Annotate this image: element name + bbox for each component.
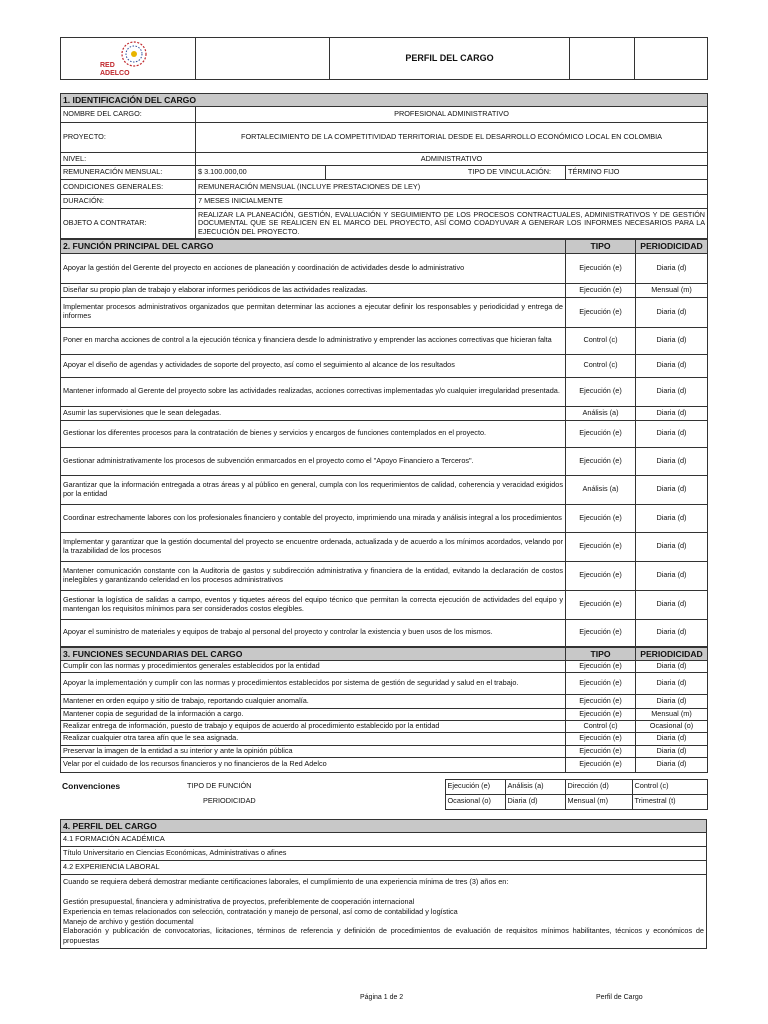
main-function-tipo: Ejecución (e) bbox=[566, 561, 636, 590]
main-function-periodicidad: Diaria (d) bbox=[636, 532, 708, 561]
conv-per-1: Diaria (d) bbox=[505, 794, 565, 809]
secondary-function-row bbox=[61, 672, 708, 694]
proyecto-value: FORTALECIMIENTO DE LA COMPETITIVIDAD TERRITORIAL DESDE EL DESARROLLO ECONÓMICO LOCAL EN COLOMBIA bbox=[196, 123, 708, 153]
secondary-functions-table bbox=[60, 647, 708, 773]
main-function-periodicidad: Diaria (d) bbox=[636, 590, 708, 619]
logo-text-adelco: ADELCO bbox=[100, 69, 130, 77]
nombre-label: NOMBRE DEL CARGO: bbox=[61, 107, 196, 123]
main-function-row bbox=[61, 253, 708, 283]
main-function-tipo: Ejecución (e) bbox=[566, 504, 636, 532]
secondary-function-tipo: Ejecución (e) bbox=[566, 660, 636, 672]
header-empty-cell bbox=[196, 38, 330, 80]
conv-tipo-3: Control (c) bbox=[632, 779, 707, 794]
red-adelco-logo bbox=[98, 40, 158, 78]
duracion-value: 7 MESES INICIALMENTE bbox=[196, 195, 708, 209]
main-function-row bbox=[61, 406, 708, 420]
page-number: Página 1 de 2 bbox=[360, 994, 404, 1001]
main-functions-table bbox=[60, 239, 708, 646]
nombre-value: PROFESIONAL ADMINISTRATIVO bbox=[196, 107, 708, 123]
header-table bbox=[60, 37, 708, 80]
convenciones-title: Convenciones bbox=[62, 781, 121, 792]
experiencia-item: Gestión presupuestal, financiera y administrativa de proyectos, preferiblemente de cooperación internacional bbox=[63, 896, 415, 906]
main-function-description: Gestionar administrativamente los procesos de subvención enmarcados en el proyecto como el "Apoyo Financiero a Terceros". bbox=[61, 447, 566, 475]
main-function-description: Apoyar el diseño de agendas y actividades de soporte del proyecto, así como el seguimiento al alcance de los resultados bbox=[61, 354, 566, 377]
experiencia-item: Experiencia en temas relacionados con selección, contratación y manejo de personal, así como de contabilidad y logística bbox=[63, 906, 458, 916]
main-function-row bbox=[61, 561, 708, 590]
main-function-row bbox=[61, 283, 708, 297]
main-function-periodicidad: Diaria (d) bbox=[636, 406, 708, 420]
secondary-function-tipo: Ejecución (e) bbox=[566, 745, 636, 757]
nivel-value: ADMINISTRATIVO bbox=[196, 153, 708, 166]
secondary-function-description: Apoyar la implementación y cumplir con las normas y procedimientos establecidos por sistema de gestión de seguridad y salud en el trabajo. bbox=[61, 672, 566, 694]
profile-table bbox=[60, 819, 707, 949]
main-function-row bbox=[61, 532, 708, 561]
main-function-periodicidad: Diaria (d) bbox=[636, 354, 708, 377]
main-function-tipo: Ejecución (e) bbox=[566, 297, 636, 327]
main-function-tipo: Análisis (a) bbox=[566, 475, 636, 504]
main-function-description: Garantizar que la información entregada a otras áreas y al público en general, cumpla con los requerimientos de calidad, coherencia y veracidad exigidos por la entidad bbox=[61, 475, 566, 504]
secondary-function-row bbox=[61, 732, 708, 745]
main-function-description: Poner en marcha acciones de control a la ejecución técnica y financiera desde lo administrativo y emprender las acciones correctivas que hicieran falta bbox=[61, 327, 566, 354]
section-3-col-periodicidad: PERIODICIDAD bbox=[636, 647, 708, 660]
secondary-function-tipo: Control (c) bbox=[566, 720, 636, 732]
main-function-tipo: Ejecución (e) bbox=[566, 532, 636, 561]
conv-tipo-1: Análisis (a) bbox=[505, 779, 565, 794]
conv-tipo-0: Ejecución (e) bbox=[445, 779, 505, 794]
main-function-row bbox=[61, 447, 708, 475]
main-function-row bbox=[61, 420, 708, 447]
main-function-periodicidad: Diaria (d) bbox=[636, 297, 708, 327]
secondary-function-row bbox=[61, 708, 708, 720]
secondary-function-description: Mantener copia de seguridad de la información a cargo. bbox=[61, 708, 566, 720]
main-function-description: Apoyar la gestión del Gerente del proyecto en acciones de planeación y coordinación de actividades desde lo administrativo bbox=[61, 253, 566, 283]
main-function-row bbox=[61, 590, 708, 619]
secondary-function-tipo: Ejecución (e) bbox=[566, 672, 636, 694]
main-function-tipo: Ejecución (e) bbox=[566, 590, 636, 619]
main-function-row bbox=[61, 297, 708, 327]
secondary-function-tipo: Ejecución (e) bbox=[566, 694, 636, 708]
experiencia-item: Manejo de archivo y gestión documental bbox=[63, 916, 194, 926]
secondary-function-tipo: Ejecución (e) bbox=[566, 708, 636, 720]
main-function-periodicidad: Diaria (d) bbox=[636, 377, 708, 406]
main-function-row bbox=[61, 475, 708, 504]
section-2-title: 2. FUNCIÓN PRINCIPAL DEL CARGO bbox=[61, 240, 566, 253]
main-function-periodicidad: Diaria (d) bbox=[636, 561, 708, 590]
main-function-description: Coordinar estrechamente labores con los profesionales financiero y contable del proyecto, imprimiendo una mirada y análisis integral a los procedimientos bbox=[61, 504, 566, 532]
main-function-tipo: Ejecución (e) bbox=[566, 619, 636, 646]
page-title: PERFIL DEL CARGO bbox=[330, 38, 570, 80]
secondary-function-row bbox=[61, 745, 708, 757]
conventions-table bbox=[60, 779, 708, 810]
experiencia-title: 4.2 EXPERIENCIA LABORAL bbox=[61, 861, 707, 875]
experiencia-body bbox=[61, 875, 707, 949]
vinculacion-value: TÉRMINO FIJO bbox=[566, 166, 708, 180]
secondary-function-description: Mantener en orden equipo y sitio de trabajo, reportando cualquier anomalía. bbox=[61, 694, 566, 708]
main-function-periodicidad: Diaria (d) bbox=[636, 253, 708, 283]
nivel-label: NIVEL: bbox=[61, 153, 196, 166]
secondary-function-description: Realizar cualquier otra tarea afín que le sea asignada. bbox=[61, 732, 566, 745]
main-function-description: Mantener comunicación constante con la Auditoria de gastos y subdirección administrativa y financiera de la entidad, evitando la declaración de costos inelegibles y garantizando celeridad en los procesos administrativos bbox=[61, 561, 566, 590]
objeto-label: OBJETO A CONTRATAR: bbox=[61, 209, 196, 239]
secondary-function-periodicidad: Diaria (d) bbox=[636, 672, 708, 694]
main-function-description: Implementar procesos administrativos organizados que permitan determinar las acciones a ejecutar definir los responsables y periodicidad y entrega de informes bbox=[61, 297, 566, 327]
main-function-tipo: Ejecución (e) bbox=[566, 283, 636, 297]
conv-per-2: Mensual (m) bbox=[565, 794, 632, 809]
secondary-function-row bbox=[61, 720, 708, 732]
main-function-tipo: Ejecución (e) bbox=[566, 377, 636, 406]
main-function-periodicidad: Diaria (d) bbox=[636, 475, 708, 504]
main-function-tipo: Control (c) bbox=[566, 327, 636, 354]
conv-per-0: Ocasional (o) bbox=[445, 794, 505, 809]
main-function-tipo: Ejecución (e) bbox=[566, 420, 636, 447]
duracion-label: DURACIÓN: bbox=[61, 195, 196, 209]
identification-table bbox=[60, 93, 708, 239]
main-function-description: Gestionar la logística de salidas a campo, eventos y tiquetes aéreos del equipo técnico que permitan la correcta ejecución de actividades del equipo y mantengan los requisitos mínimos para ser considerados costos elegibles. bbox=[61, 590, 566, 619]
secondary-function-periodicidad: Diaria (d) bbox=[636, 732, 708, 745]
remuneracion-label: REMUNERACIÓN MENSUAL: bbox=[61, 166, 196, 180]
section-2-col-tipo: TIPO bbox=[566, 240, 636, 253]
main-function-periodicidad: Diaria (d) bbox=[636, 619, 708, 646]
footer-doc-name: Perfil de Cargo bbox=[596, 994, 643, 1001]
secondary-function-periodicidad: Diaria (d) bbox=[636, 745, 708, 757]
logo-cell bbox=[61, 38, 196, 80]
conv-tipo-2: Dirección (d) bbox=[565, 779, 632, 794]
section-2-col-periodicidad: PERIODICIDAD bbox=[636, 240, 708, 253]
main-function-description: Gestionar los diferentes procesos para la contratación de bienes y servicios y encargos de funciones contemplados en el proyecto. bbox=[61, 420, 566, 447]
main-function-tipo: Análisis (a) bbox=[566, 406, 636, 420]
main-function-periodicidad: Diaria (d) bbox=[636, 504, 708, 532]
experiencia-item: Elaboración y publicación de convocatorias, licitaciones, términos de referencia y definición de procedimientos de evaluación de requisitos mínimos habilitantes, técnicos y económicos de propuestas bbox=[63, 926, 704, 946]
main-function-tipo: Ejecución (e) bbox=[566, 253, 636, 283]
main-function-row bbox=[61, 354, 708, 377]
main-function-row bbox=[61, 327, 708, 354]
main-function-tipo: Ejecución (e) bbox=[566, 447, 636, 475]
secondary-function-periodicidad: Mensual (m) bbox=[636, 708, 708, 720]
objeto-value: REALIZAR LA PLANEACIÓN, GESTIÓN, EVALUACIÓN Y SEGUIMIENTO DE LOS PROCESOS CONTRACTUALES, ADMINISTRATIVOS Y DE GESTIÓN DOCUMENTAL QUE SE REALICEN EN EL MARCO DEL PROYECTO, ASÍ COMO COADYUVAR A GENERAR LOS INFORMES NECESARIOS PARA LA EJECUCIÓN DEL PROYECTO. bbox=[196, 209, 708, 239]
main-function-row bbox=[61, 619, 708, 646]
main-function-tipo: Control (c) bbox=[566, 354, 636, 377]
secondary-function-tipo: Ejecución (e) bbox=[566, 732, 636, 745]
section-3-title: 3. FUNCIONES SECUNDARIAS DEL CARGO bbox=[61, 647, 566, 660]
section-3-col-tipo: TIPO bbox=[566, 647, 636, 660]
secondary-function-row bbox=[61, 694, 708, 708]
main-function-periodicidad: Diaria (d) bbox=[636, 420, 708, 447]
condiciones-label: CONDICIONES GENERALES: bbox=[61, 180, 196, 195]
main-function-description: Implementar y garantizar que la gestión documental del proyecto se encuentre ordenada, actualizada y de acuerdo a los mínimos acordados, velando por la trazabilidad de los procesos bbox=[61, 532, 566, 561]
experiencia-intro: Cuando se requiera deberá demostrar mediante certificaciones laborales, el cumplimiento de una experiencia mínima de tres (3) años en: bbox=[63, 877, 509, 886]
secondary-function-periodicidad: Ocasional (o) bbox=[636, 720, 708, 732]
secondary-function-row bbox=[61, 757, 708, 772]
logo-text-red: RED bbox=[100, 61, 115, 69]
main-function-description: Diseñar su propio plan de trabajo y elaborar informes periódicos de las actividades realizadas. bbox=[61, 283, 566, 297]
tipo-funcion-label: TIPO DE FUNCIÓN bbox=[187, 781, 252, 791]
secondary-function-periodicidad: Diaria (d) bbox=[636, 757, 708, 772]
remuneracion-value: $ 3.100.000,00 bbox=[196, 166, 326, 180]
header-empty-cell-2 bbox=[570, 38, 635, 80]
section-4-title: 4. PERFIL DEL CARGO bbox=[61, 819, 707, 832]
formacion-title: 4.1 FORMACIÓN ACADÉMICA bbox=[61, 833, 707, 847]
secondary-function-tipo: Ejecución (e) bbox=[566, 757, 636, 772]
header-empty-cell-3 bbox=[635, 38, 708, 80]
main-function-row bbox=[61, 377, 708, 406]
secondary-function-description: Cumplir con las normas y procedimientos generales establecidos por la entidad bbox=[61, 660, 566, 672]
main-function-periodicidad: Diaria (d) bbox=[636, 447, 708, 475]
main-function-description: Apoyar el suministro de materiales y equipos de trabajo al personal del proyecto y controlar la existencia y buen usos de los mismos. bbox=[61, 619, 566, 646]
conv-per-3: Trimestral (t) bbox=[632, 794, 707, 809]
secondary-function-row bbox=[61, 660, 708, 672]
secondary-function-periodicidad: Diaria (d) bbox=[636, 694, 708, 708]
main-function-row bbox=[61, 504, 708, 532]
proyecto-label: PROYECTO: bbox=[61, 123, 196, 153]
main-function-periodicidad: Mensual (m) bbox=[636, 283, 708, 297]
secondary-function-description: Realizar entrega de información, puesto de trabajo y equipos de acuerdo al procedimiento establecido por la entidad bbox=[61, 720, 566, 732]
vinculacion-label: TIPO DE VINCULACIÓN: bbox=[326, 166, 566, 180]
condiciones-value: REMUNERACIÓN MENSUAL (INCLUYE PRESTACIONES DE LEY) bbox=[196, 180, 708, 195]
secondary-function-periodicidad: Diaria (d) bbox=[636, 660, 708, 672]
document-page bbox=[60, 37, 707, 949]
secondary-function-description: Velar por el cuidado de los recursos financieros y no financieros de la Red Adelco bbox=[61, 757, 566, 772]
formacion-value: Título Universitario en Ciencias Económicas, Administrativas o afines bbox=[61, 847, 707, 861]
main-function-description: Mantener informado al Gerente del proyecto sobre las actividades realizadas, acciones correctivas implementadas y/o cualquier irregularidad presentada. bbox=[61, 377, 566, 406]
periodicidad-label: PERIODICIDAD bbox=[203, 796, 256, 806]
main-function-periodicidad: Diaria (d) bbox=[636, 327, 708, 354]
main-function-description: Asumir las supervisiones que le sean delegadas. bbox=[61, 406, 566, 420]
secondary-function-description: Preservar la imagen de la entidad a su interior y ante la opinión pública bbox=[61, 745, 566, 757]
section-1-title: 1. IDENTIFICACIÓN DEL CARGO bbox=[61, 94, 708, 107]
